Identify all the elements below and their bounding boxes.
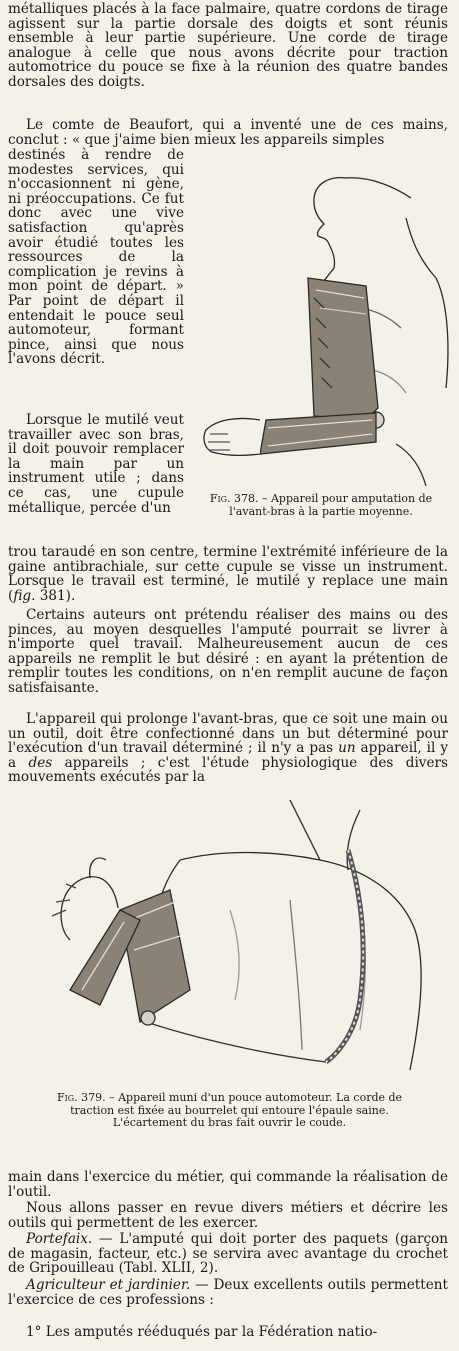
- agriculteur-heading: Agriculteur et jardinier.: [26, 1277, 191, 1293]
- appareil-text-2: appareil, il y a: [8, 740, 448, 771]
- paragraph-auteurs: Certains auteurs ont prétendu réaliser des mains ou des pinces, au moyen desquelles l'amputé pourrait se livrer à n'importe quel travail. Malheureusement aucun de ces appareils ne remplit le but désiré : en ayant la prétention de remplir toutes les conditions, on n'en remplit aucune de façon satisfaisante.: [8, 607, 448, 696]
- figure-379-caption-text: – Appareil muni d'un pouce automoteur. La corde de traction est fixée au bourrelet qui entoure l'épaule saine. L'écartement du bras fait ouvrir le coude.: [70, 1091, 403, 1129]
- paragraph-beaufort-cont: destinés à rendre de modestes services, qui n'occasionnent ni gène, ni préoccupations. Ce fut donc avec une vive satisfaction qu'après avoir étudié toutes les ressources de la complication je revins à mon point de départ. » Par point de départ il entendait le pouce seul automoteur, formant pince, ainsi que nous l'avons décrit.: [8, 147, 184, 368]
- appareil-em-des: des: [28, 754, 53, 771]
- paragraph-beaufort-start: Le comte de Beaufort, qui a inventé une de ces mains, conclut : « que j'aime bien mieux les appareils simples: [8, 117, 448, 148]
- appareil-text-3: appareils ; c'est l'étude physiologique des divers mouvements exécutés par la: [8, 754, 448, 786]
- figure-379-illustration: [30, 790, 430, 1090]
- paragraph-top: métalliques placés à la face palmaire, quatre cordons de tirage agissent sur la partie dorsale des doigts et sont réunis ensemble à leur partie supérieure. Une corde de tirage analogue à celle que nous avons décrite pour traction automotrice du pouce se fixe à la réunion des quatre bandes dorsales des doigts.: [8, 1, 448, 90]
- agriculteur-text: — Deux excellents outils permettent l'exercice de ces professions :: [8, 1277, 448, 1308]
- figure-379-number: Fig. 379.: [56, 1091, 106, 1104]
- paragraph-mutile-start: Lorsque le mutilé veut travailler avec son bras, il doit pouvoir remplacer la main par un instrument utile ; dans ce cas, une cupule métallique, percée d'un: [8, 412, 184, 516]
- paragraph-appareil: [8, 712, 448, 785]
- paragraph-main: main dans l'exercice du métier, qui commande la réalisation de l'outil.: [8, 1169, 448, 1200]
- paragraph-mutile-cont: [8, 545, 448, 603]
- mutile-text-end: 381).: [35, 587, 76, 604]
- figure-378-caption: [190, 493, 452, 518]
- paragraph-agriculteur: [8, 1278, 448, 1307]
- appareil-em-un: un: [338, 740, 356, 757]
- figure-379-caption: [42, 1092, 417, 1130]
- figure-378-illustration: [196, 158, 454, 488]
- paragraph-portefaix: [8, 1232, 448, 1276]
- mutile-text: trou taraudé en son centre, termine l'extrémité inférieure de la gaine antibrachiale, sur cette cupule se visse un instrument. Lorsque le travail est terminé, le mutilé y replace une main (: [8, 544, 448, 604]
- paragraph-metiers: Nous allons passer en revue divers métiers et décrire les outils qui permettent de les exercer.: [8, 1200, 448, 1231]
- appareil-text-1: L'appareil qui prolonge l'avant-bras, que ce soit une main ou un outil, doit être confectionné dans un but déterminé pour l'exécution d'un travail déterminé ; il n'y a pas: [8, 711, 448, 757]
- portefaix-text: — L'amputé qui doit porter des paquets (garçon de magasin, facteur, etc.) se servira avec avantage du crochet de Gripouilleau (Tabl. XLII, 2).: [8, 1231, 448, 1277]
- figure-378-caption-text: – Appareil pour amputation de l'avant-bras à la partie moyenne.: [229, 492, 433, 518]
- paragraph-last: 1° Les amputés rééduqués par la Fédération natio-: [26, 1324, 378, 1340]
- fig-ref: fig.: [13, 587, 36, 604]
- figure-378-number: Fig. 378.: [209, 492, 259, 505]
- portefaix-heading: Portefaix.: [26, 1231, 93, 1247]
